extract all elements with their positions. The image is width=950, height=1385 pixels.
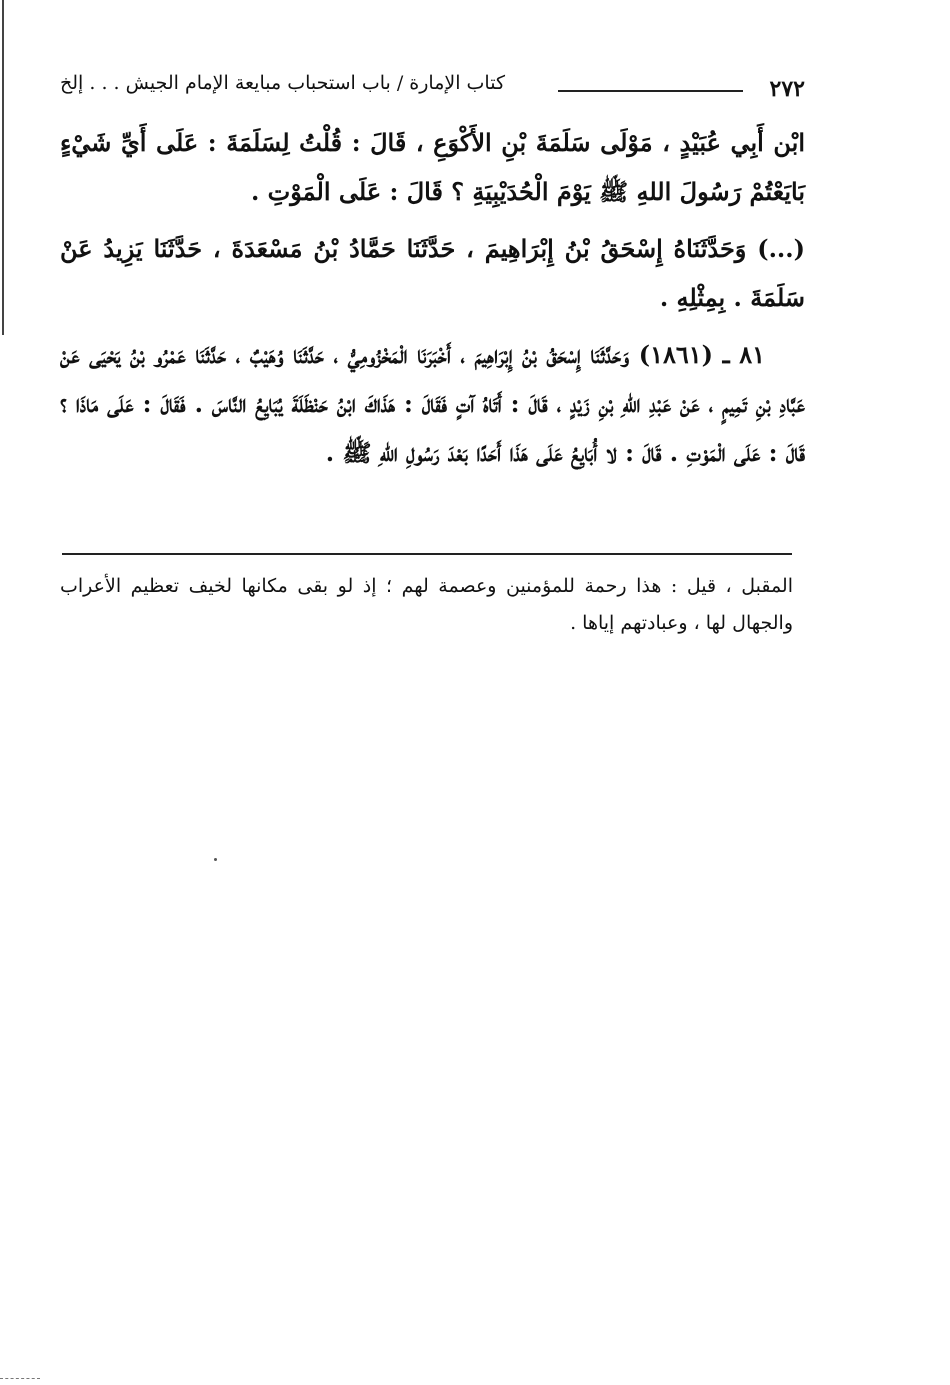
hadith-paragraph-chain: (...) وَحَدَّثَنَاهُ إِسْحَقُ بْنُ إِبْرَاهِيمَ ، حَدَّثَنَا حَمَّادُ بْنُ مَسْعَدَةَ ، حَدَّثَنَا يَزِيدُ عَنْ سَلَمَةَ . بِمِثْلِهِ . <box>60 234 805 312</box>
hadith-paragraph-continuation: ابْن أَبِي عُبَيْدٍ ، مَوْلَى سَلَمَةَ بْنِ الأَكْوَعِ ، قَالَ : قُلْتُ لِسَلَمَةَ : عَلَى أَيِّ شَيْءٍ بَايَعْتُمْ رَسُولَ اللهِ ﷺ يَوْمَ الْحُدَيْبِيَةِ ؟ قَالَ : عَلَى الْمَوْتِ . <box>60 128 805 206</box>
page-number: ٢٧٢ <box>769 76 805 102</box>
footnote-separator <box>62 553 792 555</box>
footnote: المقبل ، قيل : هذا رحمة للمؤمنين وعصمة لهم ؛ إذ لو بقى مكانها لخيف تعظيم الأعراب والجهال لها ، وعبادتهم إياها . <box>60 575 793 634</box>
scan-speck <box>214 858 217 861</box>
header-rule <box>558 90 743 92</box>
running-title: كتاب الإمارة / باب استحباب مبايعة الإمام الجيش . . . إلخ <box>60 72 505 94</box>
main-text-block <box>60 118 805 477</box>
page-header <box>60 70 805 102</box>
scan-bottom-dashes <box>0 1378 40 1379</box>
hadith-paragraph-81: ٨١ ـ (١٨٦١) وَحَدَّثَنَا إِسْحَقُ بْنُ إِبْرَاهِيمَ ، أَخْبَرَنَا الْمَخْزُومِيُّ ، حَدَّثَنَا وُهَيْبٌ ، حَدَّثَنَا عَمْرُو بْنُ يَحْيَى عَنْ عَبَّادِ بْنِ تَمِيمٍ ، عَنْ عَبْدِ اللهِ بْنِ زَيْدٍ ، قَالَ : أَتَاهُ آتٍ فَقَالَ : هَذَاكَ ابْنُ حَنْظَلَةَ يُبَايِعُ النَّاسَ . فَقَالَ : عَلَى مَاذَا ؟ قَالَ : عَلَى الْمَوْتِ . قَالَ : لا أُبَايِعُ عَلَى هَذَا أَحَدًا بَعْدَ رَسُولِ اللهِ ﷺ . <box>60 340 805 467</box>
scan-left-edge-line <box>2 0 4 335</box>
